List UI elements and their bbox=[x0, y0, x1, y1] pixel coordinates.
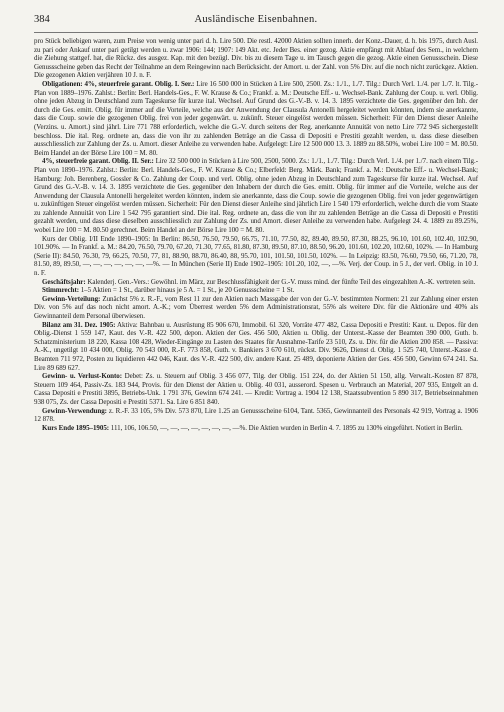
section-heading: Gewinn-Verteilung: bbox=[42, 294, 101, 303]
paragraph-voting-rights bbox=[34, 286, 478, 295]
section-heading: Stimmrecht: bbox=[42, 286, 80, 295]
paragraph-balance-sheet bbox=[34, 321, 478, 373]
paragraph-text: Kalenderj. Gen.-Vers.: Gewöhnl. im März, zur Beschlussfähigkeit der G.-V. muss mind. der fünfte Teil des eingezahlten A.-K. vertreten sein. bbox=[85, 277, 476, 286]
paragraph-text: Aktiva: Bahnbau u. Ausrüstung 85 906 670, Immobil. 61 320, Vorräte 477 482, Cassa Depositi e Prestiti: Kaut. u. Depos. für den Oblig.-Dienst 1 559 147, Kaut. des V.-R. 422 500, depon. Aktien der Ges. 456 500, Aktien u. Oblig. der Unterst.-Kasse der Beamten 390 000, Guth. b. Schatzministerium 18 220, Kassa 108 428, Wieder-Eingänge zu Lasten des Staates für Ausnahme-Tarife 23 510, Zs. u. Div. für die Aktien 200 858. — Passiva: A.-K., ungetilgt 10 434 000, Oblig. 70 543 000, R.-F. 773 858, Guth. v. Bankiers 3 670 610, rückst. Div. 9626, Dienst d. Oblig. 1 525 740, Unterst.-Kasse d. Beamten 711 972, Posten zu liquidieren 442 046, Kaut. des V.-R. 422 500, div. andere Kaut. 25 489, deponierte Aktien der Ges. 456 500, Gewinn 674 241. Sa. Lire 89 689 627. bbox=[34, 320, 478, 372]
paragraph-profit-distribution bbox=[34, 295, 478, 321]
paragraph-bond-prices bbox=[34, 235, 478, 278]
section-heading: Gewinn-Verwendung: bbox=[42, 406, 107, 415]
paragraph-fiscal-year bbox=[34, 278, 478, 287]
paragraph-text: z. R.-F. 33 105, 5% Div. 573 870, Lire 1.25 an Genussscheine 6104, Tant. 5365, Gewinnanteil des Personals 42 919, Vortrag a. 1906 12 878. bbox=[34, 406, 478, 424]
section-heading: Bilanz am 31. Dez. 1905: bbox=[42, 320, 116, 329]
paragraph-text: 111, 106, 106.50, —, —, —, —, —, —, —, —%. Die Aktien wurden in Berlin 4. 7. 1895 zu 130% eingeführt. Notiert in Berlin. bbox=[109, 423, 463, 432]
section-heading: Kurs Ende 1895–1905: bbox=[42, 423, 110, 432]
paragraph-profit-use bbox=[34, 407, 478, 424]
paragraph-text: Lire 32 500 000 in Stücken à Lire 500, 2500, 5000. Zs.: 1./1., 1./7. Tilg.: Durch Verl. 1./4. per 1./7. nach einem Tilg.-Plan von 1890–1976. Zahlst.: Berlin: Berl. Handels-Ges., F. W. Krause & Co.; Elberfeld: Berg. Märk. Bank; Frankf. a. M.: Deutsche Eff.- u. Wechsel-Bank; Hamburg: Joh. Berenberg, Gossler & Co. Zahlung der Coup. und verl. Oblig. ohne jeden Abzug in Deutschland zum Tageskurse für kurze ital. Wechsel. Auf Grund des G.-V.-B. v. 14. 3. 1895 verzichtete die Ges. gegenüber den Inhabern der durch die Ges. emitt. Oblig. für immer auf die Vorteile, welche aus der Anwendung der Clausula Antonelli hergeleitet werden könnten, indem sie anerkannte, dass die Coup. sowie die gezogenen Oblig. frei von jeder gegenwärtigen u. zukünftigen Steuer eingelöst werden müssen. Sicherheit: Für den Dienst dieser Anleihe sind jährlich Lire 1 540 179 erforderlich, welche durch die vom Staate zu zahlende Annuität von Lire 1 542 795 garantiert sind. Die ital. Reg. ordnete an, dass die von ihr zu zahlenden Beträge an die Cassa di Depositi e Prestiti gezahlt werden, und dass diese dieselben ausschliesslich zur Zahlung der Zs. und Amort. dieser Anleihe zu verwenden habe. Aufgelegt 24. 4. 1889 zu 89.25%, wobei Lire 100 = M. 80.50 gerechnet. Beim Handel an der Börse Lire 100 = M. 80. bbox=[34, 157, 478, 235]
paragraph-share-redemption bbox=[34, 37, 478, 80]
paragraph-profit-loss-account bbox=[34, 372, 478, 406]
section-heading: 4%, steuerfreie garant. Oblig. II. Ser.: bbox=[42, 157, 154, 166]
page-number: 384 bbox=[34, 14, 50, 25]
paragraph-text: 1–5 Aktien = 1 St., darüber hinaus je 5 A. = 1 St., je 20 Genussscheine = 1 St. bbox=[79, 286, 295, 295]
paragraph-text: Debet: Zs. u. Steuern auf Oblig. 3 456 077, Tilg. der Oblig. 151 224, do. der Aktien 51 150, allg. Verwalt.-Kosten 87 878, Steuern 109 464, Passiv-Zs. 183 944, Provis. für den Dienst der Aktien u. Oblig. 40 031, ausserord. Spesen u. Verbrauch an Material, 207 935, Entgelt an d. Cassa Depositi e Prestiti 3895, Betriebs-Unk. 1 791 376, Gewinn 674 241. — Kredit: Vortrag a. 1904 12 138, Staatssubvention 5 890 317, Betriebseinnahmen 938 075, Zs. der Cassa Depositi e Prestiti 5371. Sa. Lire 6 851 840. bbox=[34, 372, 478, 406]
paragraph-share-prices bbox=[34, 424, 478, 433]
running-title: Ausländische Eisenbahnen. bbox=[194, 14, 318, 25]
section-heading: Obligationen: 4%, steuerfreie garant. Oblig. I. Ser.: bbox=[42, 79, 195, 88]
paragraph-text: Lire 16 500 000 in Stücken à Lire 500, 2500. Zs.: 1./1., 1./7. Tilg.: Durch Verl. 1./4. per 1./7. lt. Tilg.-Plan von 1889–1976. Zahlst.: Berlin: Berl. Handels-Ges., F. W. Krause & Co.; Frankf. a. M.: Deutsche Eff.- u. Wechsel-Bank. Zahlung der Coup. u. verl. Oblig. ohne jeden Abzug in Deutschland zum Tageskurse für kurze ital. Wechsel. Auf Grund des G.-V.-B. v. 14. 3. 1895 verzichtete die Ges. gegenüber den Inh. der durch die Ges. emitt. Oblig. für immer auf die Vorteile, welche aus der Anwendung der Clausula Antonelli hergeleitet werden könnten, indem sie anerkannte, dass die Coup. sowie die gezogenen Oblig. frei von jeder gegenwärt. u. zukünft. Steuer eingelöst werden müssen. Sicherheit: Für den Dienst dieser Anleihe (Verzins. u. Amort.) sind jährl. Lire 771 788 erforderlich, welche die G.-V. durch seitens der Reg. anerkannte Annuität von netto Lire 772 945 sichergestellt beschloss. Die ital. Reg. ordnete an, dass die von ihr zu zahlenden Beträge an die Cassa di Depositi e Prestiti gezahlt werden, u. dass diese dieselben ausschliesslich zur Zahlung der Zs. u. Amort. dieser Anleihe zu verwenden habe. Aufgelegt: Lire 12 500 000 13. 3. 1889 zu 88.50%, wobei Lire 100 = M. 80.50. Beim Handel an der Börse Lire 100 = M. 80. bbox=[34, 79, 478, 157]
section-heading: Gewinn- u. Verlust-Konto: bbox=[42, 372, 123, 381]
paragraph-text: Zunächst 5% z. R.-F., vom Rest 11 zur den Aktien nach Massgabe der von der G.-V. bestimmten Normen: 21 zur Zahlung einer ersten Div. von 5% auf das noch nicht amort. A.-K.; vom Überrest werden 5% dem Administrationsrat, 55% als weitere Div. für die Aktionäre und 40% als Gewinnanteil dem Personal überwiesen. bbox=[34, 294, 478, 320]
page-header bbox=[34, 14, 478, 33]
paragraph-obligations-series-2 bbox=[34, 157, 478, 234]
section-heading: Geschäftsjahr: bbox=[42, 277, 86, 286]
page-body bbox=[34, 37, 478, 432]
paragraph-text: pro Stück beliebigen waren, zum Preise von wenig unter pari d. h. Lire 500. Die restl. 42000 Aktien sollten innerh. der Konz.-Dauer, d. h. bis 1975, durch Ausl. zu pari oder Ankauf unter pari getilgt werden u. zwar 1906: 144; 1907: 149 Akt. etc. Jeder Bes. einer gezog. Aktie empfängt mit Ablauf des Sem., in welchem die Ziehung stattgef. hat, die Rückz. des ausgez. Kap. mit den bezügl. Div. bis zu diesem Tage u. im Tausch gegen die gezog. Aktie einen Genussschein. Diese Genussscheine geben das Recht der Teilnahme an dem Reingewinn nach Berücksicht. der Amort. u. der Zahl. von 5% Div. auf die noch nicht zurückgez. Aktien. Die gezogenen Aktien verjähren 10 J. n. F. bbox=[34, 37, 478, 80]
paragraph-obligations-series-1 bbox=[34, 80, 478, 157]
paragraph-text: Kurs der Oblig. I/II Ende 1890–1905: In Berlin: 86.50, 76.50, 79.50, 66.75, 71.10, 77.50, 82, 89.40, 89.50, 87.30, 88.25, 96.10, 101.60, 102.40, 102.90, 101.90%. — In Frankf. a. M.: 84.20, 76.50, 79.70, 67.20, 71.30, 77.65, 81.80, 87.30, 89.50, 87.10, 88.50, 96.20, 101.60, 102.20, 102.60, 102%. — In Hamburg (Serie II): 84.50, 76.30, 79, 66.25, 70.50, 77, 81, 88.90, 88.70, 86.40, 88, 95.70, 101, 101.50, 101.50, 102%. — In Leipzig: 83.50, 76.60, 79.50, 66, 71.20, 78, 81.50, 89, 89.50, —, —, —, —, —, —, —%. — In München (Serie II) Ende 1902–1905: 101.20, 102, —, —%. Verj. der Coup. in 5 J., der verl. Oblig. in 10 J. n. F. bbox=[34, 234, 478, 278]
